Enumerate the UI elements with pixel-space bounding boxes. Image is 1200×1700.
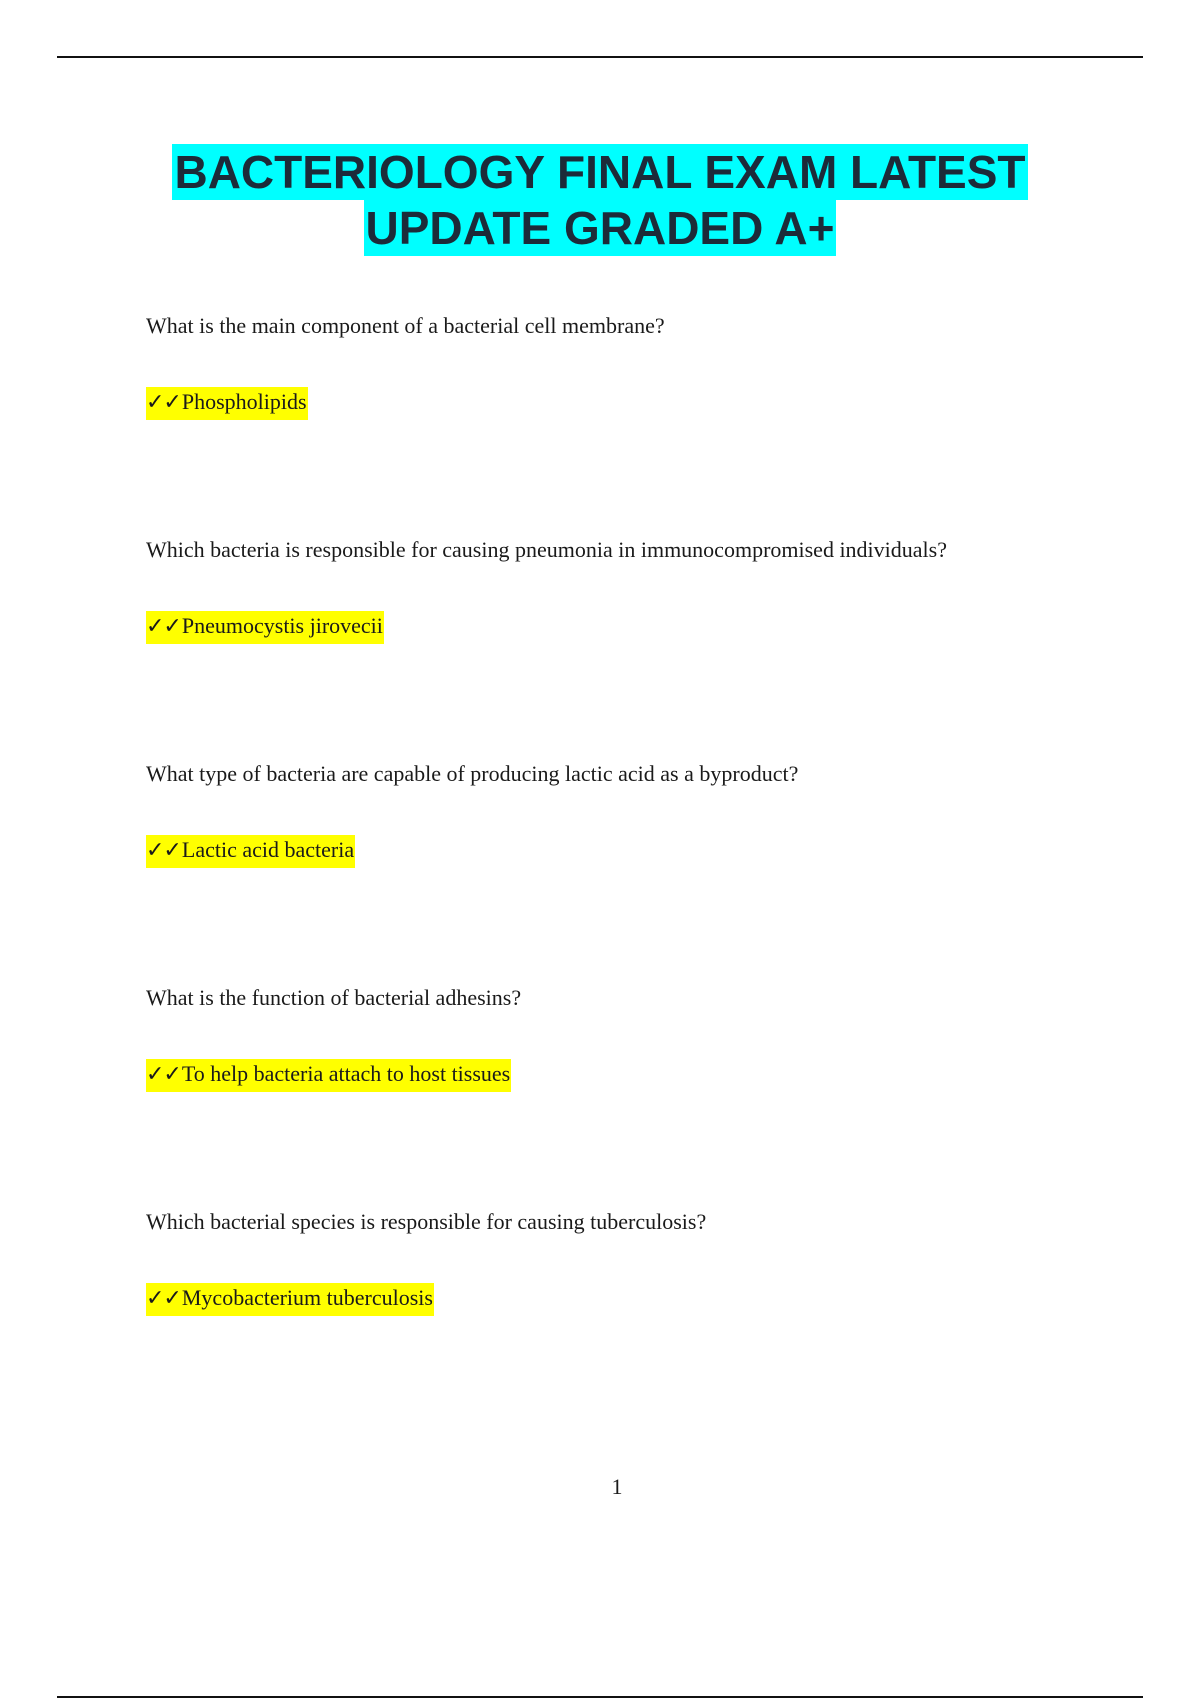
page-number: 1 <box>611 1474 623 1499</box>
check-icon: ✓✓ <box>146 1286 181 1311</box>
question-text: What type of bacteria are capable of producing lactic acid as a byproduct? <box>146 761 799 786</box>
check-icon: ✓✓ <box>146 838 181 863</box>
answer-value: Lactic acid bacteria <box>181 837 355 862</box>
title-line-1: BACTERIOLOGY FINAL EXAM LATEST <box>174 146 1026 198</box>
answer-text <box>146 611 384 644</box>
question-text: What is the function of bacterial adhesins? <box>146 985 522 1010</box>
question-text: What is the main component of a bacterial cell membrane? <box>146 313 665 338</box>
question-text: Which bacterial species is responsible for causing tuberculosis? <box>146 1209 707 1234</box>
answer-text <box>146 1283 434 1316</box>
answer-value: Pneumocystis jirovecii <box>181 613 383 638</box>
question-text: Which bacteria is responsible for causing pneumonia in immunocompromised individuals? <box>146 537 947 562</box>
answer-value: Mycobacterium tuberculosis <box>181 1285 433 1310</box>
check-icon: ✓✓ <box>146 1062 181 1087</box>
answer-text <box>146 835 355 868</box>
answer-text <box>146 387 308 420</box>
answer-text <box>146 1059 511 1092</box>
top-rule <box>57 56 1143 58</box>
check-icon: ✓✓ <box>146 614 181 639</box>
check-icon: ✓✓ <box>146 390 181 415</box>
answer-value: Phospholipids <box>181 389 307 414</box>
title-line-2: UPDATE GRADED A+ <box>365 202 835 254</box>
answer-value: To help bacteria attach to host tissues <box>181 1061 511 1086</box>
bottom-rule <box>57 1696 1143 1698</box>
document-title <box>60 144 1140 256</box>
